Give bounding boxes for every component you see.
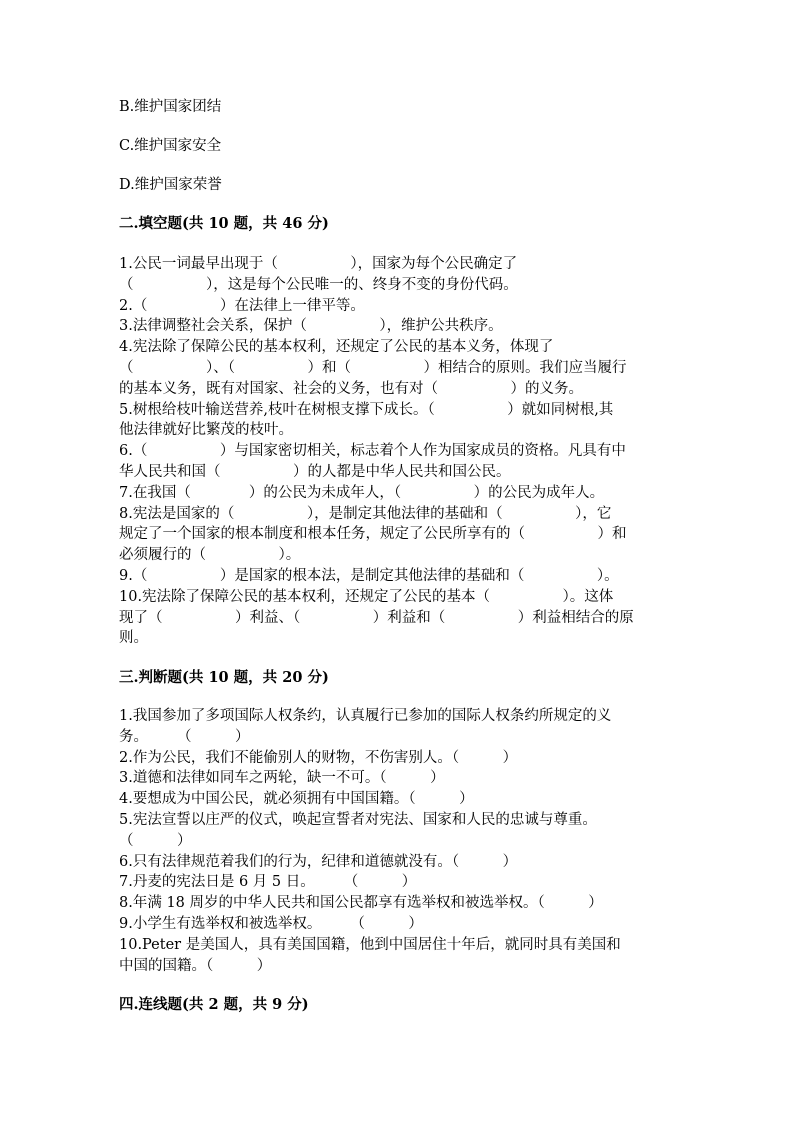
fill-line: 他法律就好比繁茂的枝叶。 bbox=[119, 422, 293, 439]
judge-line: 务。 （ ） bbox=[119, 728, 250, 745]
fill-line: 10.宪法除了保障公民的基本权利，还规定了公民的基本（ ）。这体 bbox=[119, 588, 614, 605]
judge-line: 8.年满 18 周岁的中华人民共和国公民都享有选举权和被选举权。（ ） bbox=[119, 895, 603, 912]
option-d: D.维护国家荣誉 bbox=[119, 177, 222, 193]
judge-line: （ ） bbox=[119, 832, 192, 849]
judge-question-list bbox=[119, 706, 679, 976]
judge-line: 6.只有法律规范着我们的行为，纪律和道德就没有。（ ） bbox=[119, 853, 518, 870]
fill-line: 现了（ ）利益、（ ）利益和（ ）利益相结合的原 bbox=[119, 609, 634, 626]
judge-line: 中国的国籍。（ ） bbox=[119, 957, 272, 974]
section-title-match: 四.连线题(共 2 题，共 9 分) bbox=[119, 996, 309, 1013]
fill-line: 5.树根给枝叶输送营养,枝叶在树根支撑下成长。（ ）就如同树根,其 bbox=[119, 401, 614, 418]
fill-question-list bbox=[119, 254, 679, 649]
fill-line: 4.宪法除了保障公民的基本权利，还规定了公民的基本义务，体现了 bbox=[119, 339, 554, 356]
judge-line: 2.作为公民，我们不能偷别人的财物，不伤害别人。（ ） bbox=[119, 749, 518, 766]
option-b: B.维护国家团结 bbox=[119, 99, 222, 115]
section-title-fill: 二.填空题(共 10 题，共 46 分) bbox=[119, 215, 329, 232]
section-title-judge: 三.判断题(共 10 题，共 20 分) bbox=[119, 669, 329, 686]
fill-line: 则。 bbox=[119, 630, 148, 647]
fill-line: 6.（ ）与国家密切相关，标志着个人作为国家成员的资格。凡具有中 bbox=[119, 443, 626, 460]
judge-line: 1.我国参加了多项国际人权条约，认真履行已参加的国际人权条约所规定的义 bbox=[119, 708, 612, 724]
judge-line: 4.要想成为中国公民，就必须拥有中国国籍。（ ） bbox=[119, 791, 474, 808]
fill-line: 9.（ ）是国家的根本法，是制定其他法律的基础和（ ）。 bbox=[119, 567, 619, 584]
fill-line: 华人民共和国（ ）的人都是中华人民共和国公民。 bbox=[119, 463, 511, 480]
fill-line: 2.（ ）在法律上一律平等。 bbox=[119, 297, 365, 314]
fill-line: （ ）、（ ）和（ ）相结合的原则。我们应当履行 bbox=[119, 359, 627, 376]
fill-line: 7.在我国（ ）的公民为未成年人，（ ）的公民为成年人。 bbox=[119, 484, 605, 501]
fill-line: 1.公民一词最早出现于（ ），国家为每个公民确定了 bbox=[119, 256, 518, 272]
judge-line: 9.小学生有选举权和被选举权。 （ ） bbox=[119, 915, 423, 932]
fill-line: 必须履行的（ ）。 bbox=[119, 547, 301, 564]
judge-line: 10.Peter 是美国人，具有美国国籍，他到中国居住十年后，就同时具有美国和 bbox=[119, 936, 621, 953]
option-c: C.维护国家安全 bbox=[119, 138, 222, 154]
fill-line: 规定了一个国家的根本制度和根本任务，规定了公民所享有的（ ）和 bbox=[119, 526, 627, 543]
fill-line: 的基本义务，既有对国家、社会的义务，也有对（ ）的义务。 bbox=[119, 380, 583, 397]
judge-line: 7.丹麦的宪法日是 6 月 5 日。 （ ） bbox=[119, 874, 417, 891]
judge-line: 3.道德和法律如同车之两轮，缺一不可。（ ） bbox=[119, 770, 445, 787]
fill-line: 8.宪法是国家的（ ），是制定其他法律的基础和（ ），它 bbox=[119, 505, 612, 522]
fill-line: 3.法律调整社会关系，保护（ ），维护公共秩序。 bbox=[119, 318, 503, 335]
judge-line: 5.宪法宣誓以庄严的仪式，唤起宣誓者对宪法、国家和人民的忠诚与尊重。 bbox=[119, 811, 597, 828]
fill-line: （ ），这是每个公民唯一的、终身不变的身份代码。 bbox=[119, 276, 518, 293]
